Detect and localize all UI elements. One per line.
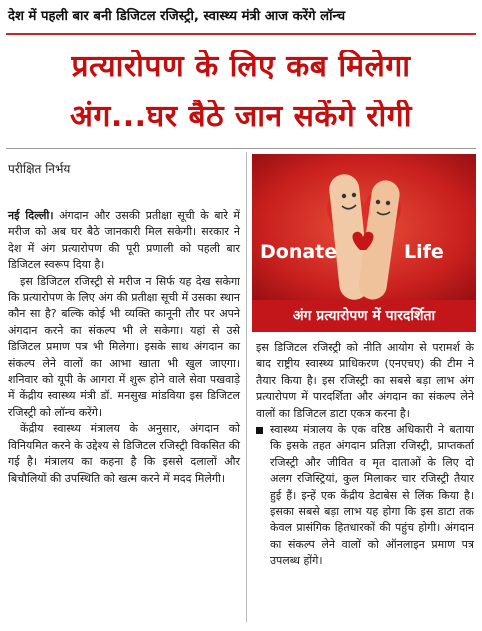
right-paragraph-2: स्वास्थ्य मंत्रालय के एक वरिष्ठ अधिकारी ने बताया कि इसके तहत अंगदान प्रतिज्ञा रजिस्ट्री, प्राप्तकर्ता रजिस्ट्री और जीवित व मृत दाताओं के लिए दो अलग रजिस्ट्रियां, कुल मिलाकर चार रजिस्ट्री तैयार हुई हैं। इन्हें एक केंद्रीय डेटाबेस से लिंक किया है। इसका सबसे बड़ा लाभ यह होगा कि इस डाटा तक केवल प्रासंगिक हितधारकों की पहुंच होगी। अंगदान का संकल्प लेने वालों को ऑनलाइन प्रमाण पत्र उपलब्ध होंगे। (270, 423, 474, 568)
life-word: Life (404, 241, 444, 263)
byline: परीक्षित निर्भय (8, 162, 71, 176)
donate-life-photo (252, 154, 476, 300)
headline-rule (6, 148, 476, 149)
paragraph-3: केंद्रीय स्वास्थ्य मंत्रालय के अनुसार, अंगदान को विनियमित करने के उद्देश्य से डिजिटल रजिस्ट्री विकसित की गई है। मंत्रालय का कहना है कि इससे दलालों और बिचौलियों की उपस्थिति को खत्म करने में मदद मिलेगी। (8, 422, 240, 485)
paragraph-1 (8, 208, 240, 274)
column-divider (246, 152, 247, 622)
dateline: नई दिल्ली। (8, 209, 54, 222)
headline-line-2: अंग...घर बैठे जान सकेंगे रोगी (70, 100, 412, 134)
photo-caption: अंग प्रत्यारोपण में पारदर्शिता (252, 300, 476, 332)
top-rule (6, 33, 476, 35)
right-paragraph-1: इस डिजिटल रजिस्ट्री को नीति आयोग से परामर्श के बाद राष्ट्रीय स्वास्थ्य प्राधिकरण (एनएचए) की टीम ने तैयार किया है। इस रजिस्ट्री का सबसे बड़ा लाभ अंग प्रत्यारोपण में पारदर्शिता और अंगदान का संकल्प लेने वालों का डिजिटल डाटा एकत्र करना है। (256, 341, 474, 420)
paragraph-1-text: अंगदान और उसकी प्रतीक्षा सूची के बारे में मरीज को अब घर बैठे जानकारी मिल सकेगी। सरकार ने देश में अंग प्रत्यारोपण की पूरी प्रणाली को पहली बार डिजिटल स्वरूप दिया है। (8, 209, 241, 272)
paragraph-2: इस डिजिटल रजिस्ट्री से मरीज न सिर्फ यह देख सकेगा कि प्रत्यारोपण के लिए अंग की प्रतीक्षा सूची में उसका स्थान कौन सा है? बल्कि कोई भी व्यक्ति कानूनी तौर पर अपने अंगदान करने का संकल्प भी ले सकेगा। यहां से उसे डिजिटल प्रमाण पत्र भी मिलेगा। इसके साथ अंगदान का संकल्प लेने वालों का आभा खाता भी खुल जाएगा। शनिवार को यूपी के आगरा में शुरू होने वाले सेवा पखवाड़े में केंद्रीय स्वास्थ्य मंत्री डॉ. मनसुख मांडविया इस डिजिटल रजिस्ट्री को लॉन्च करेंगे। (8, 274, 240, 419)
headline-line-1: प्रत्यारोपण के लिए कब मिलेगा (71, 50, 411, 84)
right-column (256, 340, 474, 570)
kicker: देश में पहली बार बनी डिजिटल रजिस्ट्री, स्वास्थ्य मंत्री आज करेंगे लॉन्च (8, 9, 346, 24)
square-bullet-icon (256, 427, 263, 434)
fingers-heart-illustration (252, 154, 476, 300)
left-column (8, 208, 240, 487)
donate-word: Donate (260, 241, 338, 263)
